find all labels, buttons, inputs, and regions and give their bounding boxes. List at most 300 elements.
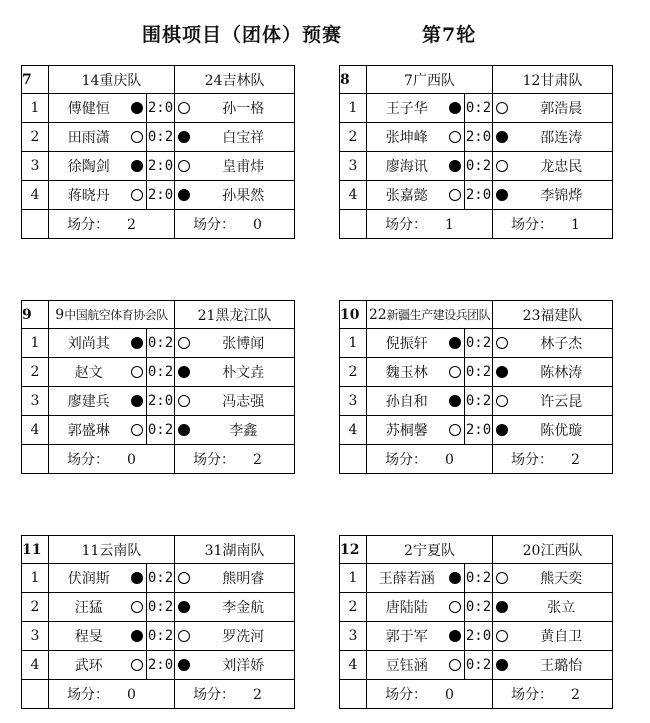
board-number: 2	[22, 593, 49, 622]
white-stone-icon	[178, 395, 190, 407]
table-row	[340, 123, 613, 152]
team-b-header	[493, 66, 613, 94]
stone-a	[447, 152, 465, 181]
stone-a	[447, 622, 465, 651]
points-label: 场分：	[511, 217, 554, 233]
stone-b	[175, 152, 193, 181]
team-b-header	[175, 301, 295, 329]
board-score: 0:2	[465, 593, 493, 622]
board-number: 4	[22, 181, 49, 210]
player-b: 刘洋娇	[193, 651, 295, 680]
team-a-header	[367, 536, 493, 564]
team-a-header	[49, 66, 175, 94]
black-stone-icon	[449, 630, 461, 642]
stone-a	[447, 94, 465, 123]
table-row	[340, 651, 613, 680]
points-row	[22, 445, 295, 474]
black-stone-icon	[178, 131, 190, 143]
player-a: 廖海讯	[367, 152, 447, 181]
team-a-header	[367, 301, 493, 329]
stone-a	[129, 358, 147, 387]
player-a: 王子华	[367, 94, 447, 123]
white-stone-icon	[496, 160, 508, 172]
stone-b	[175, 358, 193, 387]
table-row	[340, 181, 613, 210]
team-b-points	[175, 680, 295, 709]
table-row	[22, 152, 295, 181]
team-b-number: 23	[522, 307, 541, 324]
match-number: 12	[340, 536, 367, 564]
stone-b	[493, 593, 511, 622]
team-b-points	[493, 210, 613, 239]
team-a-name: 云南队	[99, 542, 142, 559]
table-row	[22, 416, 295, 445]
black-stone-icon	[131, 630, 143, 642]
player-b: 许云昆	[511, 387, 613, 416]
white-stone-icon	[131, 366, 143, 378]
stone-b	[493, 564, 511, 593]
player-b: 林子杰	[511, 329, 613, 358]
page-title	[0, 20, 650, 46]
team-b-name: 福建队	[540, 307, 583, 324]
board-number: 1	[22, 329, 49, 358]
stone-b	[493, 329, 511, 358]
player-a: 赵文	[49, 358, 129, 387]
stone-b	[493, 181, 511, 210]
points-label: 场分：	[385, 452, 427, 468]
match-table	[21, 65, 295, 239]
team-a-number: 22	[368, 307, 387, 323]
stone-a	[129, 152, 147, 181]
event-title: 围棋项目（团体）预赛	[142, 24, 343, 46]
board-number: 3	[340, 387, 367, 416]
player-b: 皇甫炜	[193, 152, 295, 181]
table-row	[340, 329, 613, 358]
team-a-points	[367, 680, 493, 709]
stone-b	[175, 564, 193, 593]
table-row	[340, 564, 613, 593]
white-stone-icon	[449, 366, 461, 378]
team-b-number: 20	[522, 542, 541, 559]
player-a: 唐陆陆	[367, 593, 447, 622]
table-row	[340, 593, 613, 622]
board-score: 0:2	[147, 416, 175, 445]
table-row	[22, 387, 295, 416]
stone-a	[129, 651, 147, 680]
white-stone-icon	[178, 572, 190, 584]
stone-b	[493, 416, 511, 445]
player-a: 田雨潇	[49, 123, 129, 152]
board-number: 1	[340, 94, 367, 123]
white-stone-icon	[496, 395, 508, 407]
team-b-header	[493, 536, 613, 564]
white-stone-icon	[178, 102, 190, 114]
table-row	[22, 329, 295, 358]
black-stone-icon	[496, 366, 508, 378]
table-row	[22, 564, 295, 593]
white-stone-icon	[449, 424, 461, 436]
stone-b	[175, 622, 193, 651]
points-blank	[22, 445, 49, 474]
board-number: 3	[340, 152, 367, 181]
black-stone-icon	[178, 601, 190, 613]
team-a-number: 7	[404, 72, 413, 89]
board-score: 0:2	[465, 651, 493, 680]
team-a-number: 2	[404, 542, 413, 559]
stone-a	[447, 123, 465, 152]
white-stone-icon	[131, 131, 143, 143]
player-a: 傅健恒	[49, 94, 129, 123]
board-score: 2:0	[465, 123, 493, 152]
player-a: 张嘉懿	[367, 181, 447, 210]
black-stone-icon	[496, 189, 508, 201]
points-blank	[340, 210, 367, 239]
board-number: 1	[22, 94, 49, 123]
stone-b	[493, 651, 511, 680]
team-a-header	[367, 66, 493, 94]
stone-a	[129, 123, 147, 152]
points-row	[22, 210, 295, 239]
board-score: 0:2	[147, 622, 175, 651]
points-blank	[340, 445, 367, 474]
table-row	[340, 416, 613, 445]
stone-b	[493, 152, 511, 181]
table-row	[340, 152, 613, 181]
match-table	[339, 65, 613, 239]
board-number: 3	[22, 387, 49, 416]
player-a: 魏玉林	[367, 358, 447, 387]
player-a: 汪猛	[49, 593, 129, 622]
points-blank	[22, 210, 49, 239]
points-label: 场分：	[385, 217, 427, 233]
board-score: 2:0	[147, 387, 175, 416]
board-score: 0:2	[147, 564, 175, 593]
stone-a	[129, 416, 147, 445]
stone-a	[447, 416, 465, 445]
team-b-points	[493, 680, 613, 709]
black-stone-icon	[449, 102, 461, 114]
table-row	[22, 593, 295, 622]
stone-b	[175, 416, 193, 445]
white-stone-icon	[496, 102, 508, 114]
board-score: 0:2	[465, 94, 493, 123]
stone-b	[175, 651, 193, 680]
player-b: 龙忠民	[511, 152, 613, 181]
white-stone-icon	[449, 601, 461, 613]
board-score: 2:0	[465, 181, 493, 210]
player-a: 郭于军	[367, 622, 447, 651]
board-score: 0:2	[465, 358, 493, 387]
stone-a	[129, 94, 147, 123]
board-score: 0:2	[147, 593, 175, 622]
team-b-header	[493, 301, 613, 329]
stone-b	[175, 94, 193, 123]
points-row	[22, 680, 295, 709]
player-a: 孙自和	[367, 387, 447, 416]
points-label: 场分：	[511, 452, 553, 468]
points-row	[340, 680, 613, 709]
board-number: 3	[22, 622, 49, 651]
board-number: 2	[340, 593, 367, 622]
points-value: 0	[445, 452, 454, 468]
points-row	[340, 210, 613, 239]
match-number: 9	[22, 301, 49, 329]
board-number: 4	[340, 416, 367, 445]
board-score: 2:0	[147, 181, 175, 210]
player-b: 张博闻	[193, 329, 295, 358]
white-stone-icon	[449, 131, 461, 143]
board-number: 1	[340, 564, 367, 593]
points-value: 0	[127, 452, 136, 468]
board-score: 0:2	[147, 358, 175, 387]
team-a-number: 14	[81, 72, 100, 89]
player-a: 武环	[49, 651, 129, 680]
black-stone-icon	[131, 572, 143, 584]
player-b: 李金航	[193, 593, 295, 622]
player-b: 冯志强	[193, 387, 295, 416]
player-b: 罗冼河	[193, 622, 295, 651]
stone-b	[493, 123, 511, 152]
player-a: 刘尚其	[49, 329, 129, 358]
stone-b	[175, 123, 193, 152]
stone-a	[447, 564, 465, 593]
stone-a	[129, 564, 147, 593]
board-score: 0:2	[147, 123, 175, 152]
team-a-name: 广西队	[412, 72, 455, 89]
black-stone-icon	[178, 366, 190, 378]
board-score: 2:0	[465, 622, 493, 651]
stone-a	[447, 329, 465, 358]
team-b-name: 湖南队	[222, 542, 265, 559]
board-score: 0:2	[147, 329, 175, 358]
team-b-points	[493, 445, 613, 474]
player-b: 陈林涛	[511, 358, 613, 387]
player-a: 伏润斯	[49, 564, 129, 593]
black-stone-icon	[449, 160, 461, 172]
stone-a	[447, 181, 465, 210]
team-b-number: 12	[522, 72, 541, 89]
points-label: 场分：	[193, 687, 236, 703]
player-b: 李锦烨	[511, 181, 613, 210]
team-a-points	[367, 445, 493, 474]
team-b-name: 甘肃队	[540, 72, 583, 89]
match-table	[339, 300, 613, 474]
board-number: 3	[22, 152, 49, 181]
player-a: 廖建兵	[49, 387, 129, 416]
team-b-name: 黑龙江队	[215, 307, 272, 324]
board-score: 0:2	[465, 387, 493, 416]
player-a: 王薛若涵	[367, 564, 447, 593]
table-row	[22, 358, 295, 387]
match-number: 10	[340, 301, 367, 329]
white-stone-icon	[496, 337, 508, 349]
points-value: 2	[571, 452, 580, 468]
match-number: 11	[22, 536, 49, 564]
black-stone-icon	[496, 424, 508, 436]
table-row	[22, 94, 295, 123]
team-a-points	[49, 445, 175, 474]
player-a: 倪振轩	[367, 329, 447, 358]
board-number: 3	[340, 622, 367, 651]
stone-b	[175, 593, 193, 622]
white-stone-icon	[496, 572, 508, 584]
board-number: 1	[22, 564, 49, 593]
stone-a	[129, 329, 147, 358]
player-a: 程旻	[49, 622, 129, 651]
team-a-header	[49, 301, 175, 329]
stone-b	[493, 358, 511, 387]
player-a: 徐陶剑	[49, 152, 129, 181]
black-stone-icon	[131, 160, 143, 172]
player-a: 蒋晓丹	[49, 181, 129, 210]
points-blank	[22, 680, 49, 709]
board-number: 2	[340, 123, 367, 152]
stone-b	[493, 387, 511, 416]
points-value: 0	[253, 217, 262, 233]
team-b-points	[175, 445, 295, 474]
match-table	[21, 535, 295, 709]
black-stone-icon	[178, 424, 190, 436]
player-b: 郭浩晨	[511, 94, 613, 123]
round-title: 第7轮	[422, 24, 477, 46]
team-a-header	[49, 536, 175, 564]
team-b-points	[175, 210, 295, 239]
stone-a	[447, 387, 465, 416]
white-stone-icon	[131, 424, 143, 436]
stone-a	[129, 593, 147, 622]
points-value: 0	[127, 687, 136, 703]
points-value: 2	[571, 687, 580, 703]
stone-a	[129, 181, 147, 210]
board-number: 2	[340, 358, 367, 387]
points-label: 场分：	[385, 687, 427, 703]
points-label: 场分：	[67, 217, 109, 233]
white-stone-icon	[178, 337, 190, 349]
match-number: 7	[22, 66, 49, 94]
table-row	[340, 387, 613, 416]
match-table	[339, 535, 613, 709]
team-b-header	[175, 66, 295, 94]
points-row	[340, 445, 613, 474]
black-stone-icon	[496, 659, 508, 671]
stone-b	[175, 329, 193, 358]
stone-a	[447, 651, 465, 680]
points-label: 场分：	[193, 452, 235, 468]
team-b-name: 江西队	[540, 542, 583, 559]
team-a-name: 重庆队	[99, 72, 142, 89]
stone-b	[175, 387, 193, 416]
team-a-points	[49, 680, 175, 709]
player-b: 邵连涛	[511, 123, 613, 152]
player-b: 张立	[511, 593, 613, 622]
match-table	[21, 300, 295, 474]
team-a-points	[367, 210, 493, 239]
team-a-name: 新疆生产建设兵团队	[386, 308, 491, 322]
board-number: 4	[340, 181, 367, 210]
black-stone-icon	[131, 102, 143, 114]
player-a: 豆钰涵	[367, 651, 447, 680]
table-row	[22, 622, 295, 651]
black-stone-icon	[131, 337, 143, 349]
points-value: 1	[445, 217, 454, 233]
white-stone-icon	[131, 659, 143, 671]
team-b-number: 21	[197, 307, 216, 324]
team-b-name: 吉林队	[222, 72, 265, 89]
player-b: 朴文垚	[193, 358, 295, 387]
board-score: 2:0	[147, 94, 175, 123]
white-stone-icon	[496, 630, 508, 642]
black-stone-icon	[449, 395, 461, 407]
stone-a	[129, 387, 147, 416]
points-label: 场分：	[67, 452, 109, 468]
points-value: 1	[571, 217, 580, 233]
player-b: 白宝祥	[193, 123, 295, 152]
board-score: 0:2	[465, 564, 493, 593]
team-a-name: 宁夏队	[412, 542, 455, 559]
stone-b	[493, 622, 511, 651]
team-b-number: 24	[204, 72, 223, 89]
board-score: 0:2	[465, 329, 493, 358]
white-stone-icon	[178, 630, 190, 642]
board-number: 2	[22, 123, 49, 152]
table-row	[22, 651, 295, 680]
player-b: 李鑫	[193, 416, 295, 445]
black-stone-icon	[496, 131, 508, 143]
black-stone-icon	[449, 337, 461, 349]
black-stone-icon	[496, 601, 508, 613]
points-value: 2	[253, 687, 262, 703]
black-stone-icon	[178, 189, 190, 201]
stone-b	[493, 94, 511, 123]
board-score: 2:0	[147, 651, 175, 680]
points-label: 场分：	[193, 217, 236, 233]
points-label: 场分：	[67, 687, 109, 703]
board-number: 4	[340, 651, 367, 680]
player-b: 孙果然	[193, 181, 295, 210]
table-row	[340, 94, 613, 123]
points-value: 2	[253, 452, 262, 468]
points-value: 2	[127, 217, 136, 233]
table-row	[22, 123, 295, 152]
points-blank	[340, 680, 367, 709]
board-number: 1	[340, 329, 367, 358]
team-a-number: 11	[81, 542, 100, 559]
points-label: 场分：	[511, 687, 554, 703]
table-row	[22, 181, 295, 210]
board-number: 2	[22, 358, 49, 387]
player-a: 苏桐馨	[367, 416, 447, 445]
table-row	[340, 622, 613, 651]
stone-a	[447, 358, 465, 387]
board-number: 4	[22, 416, 49, 445]
team-a-number: 9	[55, 307, 65, 323]
table-row	[340, 358, 613, 387]
player-b: 陈优璇	[511, 416, 613, 445]
stone-b	[175, 181, 193, 210]
team-b-header	[175, 536, 295, 564]
team-a-points	[49, 210, 175, 239]
white-stone-icon	[131, 189, 143, 201]
black-stone-icon	[449, 572, 461, 584]
player-a: 张坤峰	[367, 123, 447, 152]
match-number: 8	[340, 66, 367, 94]
board-score: 0:2	[465, 152, 493, 181]
white-stone-icon	[131, 601, 143, 613]
board-score: 2:0	[147, 152, 175, 181]
stone-a	[447, 593, 465, 622]
board-score: 2:0	[465, 416, 493, 445]
player-b: 王璐怡	[511, 651, 613, 680]
